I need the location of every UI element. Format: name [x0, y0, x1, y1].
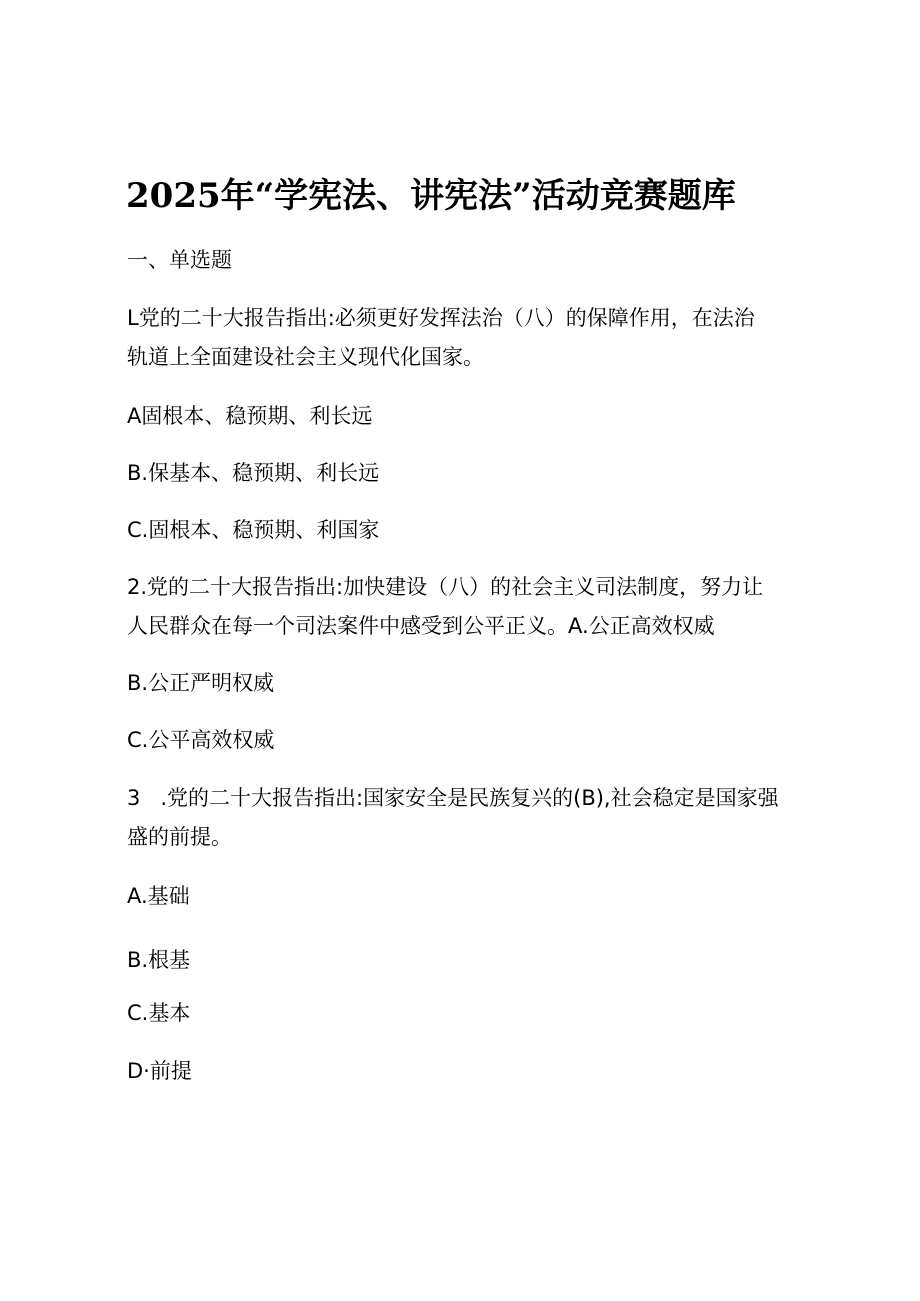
- question-stem-line: 轨道上全面建设社会主义现代化国家。: [127, 345, 484, 369]
- question-stem-line: L党的二十大报告指出:必须更好发挥法治（八）的保障作用，在法治: [127, 306, 755, 330]
- question-stem-line: 2.党的二十大报告指出:加快建设（八）的社会主义司法制度，努力让: [127, 575, 764, 599]
- answer-option: D·前提: [127, 1059, 192, 1083]
- answer-option: A固根本、稳预期、利长远: [127, 404, 373, 428]
- answer-option: C.固根本、稳预期、利国家: [127, 518, 380, 542]
- answer-option: B.公正严明权威: [127, 671, 275, 695]
- document-title: 2025年“学宪法、讲宪法”活动竞赛题库: [126, 176, 736, 216]
- answer-option: B.根基: [127, 948, 191, 972]
- answer-option: C.基本: [127, 1001, 191, 1025]
- question-stem-line: 盛的前提。: [127, 825, 232, 849]
- question-stem-line: 3 .党的二十大报告指出:国家安全是民族复兴的(B),社会稳定是国家强: [127, 786, 779, 810]
- answer-option: C.公平高效权威: [127, 728, 275, 752]
- answer-option: A.基础: [127, 884, 190, 908]
- section-heading: 一、单选题: [127, 248, 232, 272]
- question-stem-line: 人民群众在每一个司法案件中感受到公平正义。A.公正高效权威: [127, 614, 715, 638]
- answer-option: B.保基本、稳预期、利长远: [127, 461, 380, 485]
